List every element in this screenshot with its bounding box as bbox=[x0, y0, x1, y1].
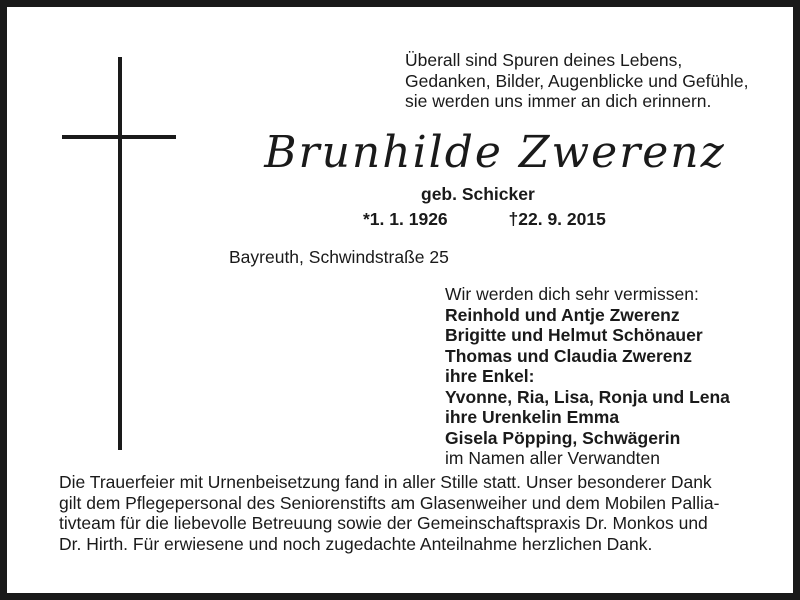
maiden-name: geb. Schicker bbox=[421, 184, 535, 204]
motto-line: Gedanken, Bilder, Augenblicke und Gefühle, bbox=[405, 70, 749, 91]
thanks-paragraph bbox=[59, 472, 759, 554]
mourner-line: ihre Enkel: bbox=[445, 366, 535, 386]
mourner-line: Yvonne, Ria, Lisa, Ronja und Lena bbox=[445, 386, 730, 407]
mourner-line: Thomas und Claudia Zwerenz bbox=[445, 345, 692, 366]
cross-icon bbox=[62, 57, 182, 467]
motto-line: Überall sind Spuren deines Lebens, bbox=[405, 50, 683, 70]
mourner-line: Reinhold und Antje Zwerenz bbox=[445, 304, 680, 325]
cross-vertical-bar bbox=[118, 57, 122, 450]
thanks-line: Die Trauerfeier mit Urnenbeisetzung fand in aller Stille statt. Unser besonderer Dank bbox=[59, 472, 712, 492]
life-dates bbox=[363, 209, 606, 230]
motto-verse bbox=[405, 50, 785, 112]
mourners-closing: im Namen aller Verwandten bbox=[445, 448, 660, 468]
mourner-line: Gisela Pöpping, Schwägerin bbox=[445, 427, 681, 448]
address: Bayreuth, Schwindstraße 25 bbox=[229, 247, 449, 267]
motto-line: sie werden uns immer an dich erinnern. bbox=[405, 91, 712, 111]
mourners-list bbox=[445, 284, 795, 469]
mourner-line: ihre Urenkelin Emma bbox=[445, 407, 620, 427]
thanks-line: Dr. Hirth. Für erwiesene und noch zugedachte Anteilnahme herzlichen Dank. bbox=[59, 533, 653, 554]
death-date: †22. 9. 2015 bbox=[508, 209, 606, 229]
birth-date: *1. 1. 1926 bbox=[363, 209, 448, 229]
thanks-line: tivteam für die liebevolle Betreuung sowie der Gemeinschaftspraxis Dr. Monkos und bbox=[59, 513, 708, 533]
mourner-line: Brigitte und Helmut Schönauer bbox=[445, 325, 703, 345]
cross-horizontal-bar bbox=[62, 135, 176, 139]
deceased-name: Brunhilde Zwerenz bbox=[264, 127, 726, 178]
mourners-intro: Wir werden dich sehr vermissen: bbox=[445, 284, 699, 304]
thanks-line: gilt dem Pflegepersonal des Seniorenstifts am Glasenweiher und dem Mobilen Pallia- bbox=[59, 492, 720, 513]
